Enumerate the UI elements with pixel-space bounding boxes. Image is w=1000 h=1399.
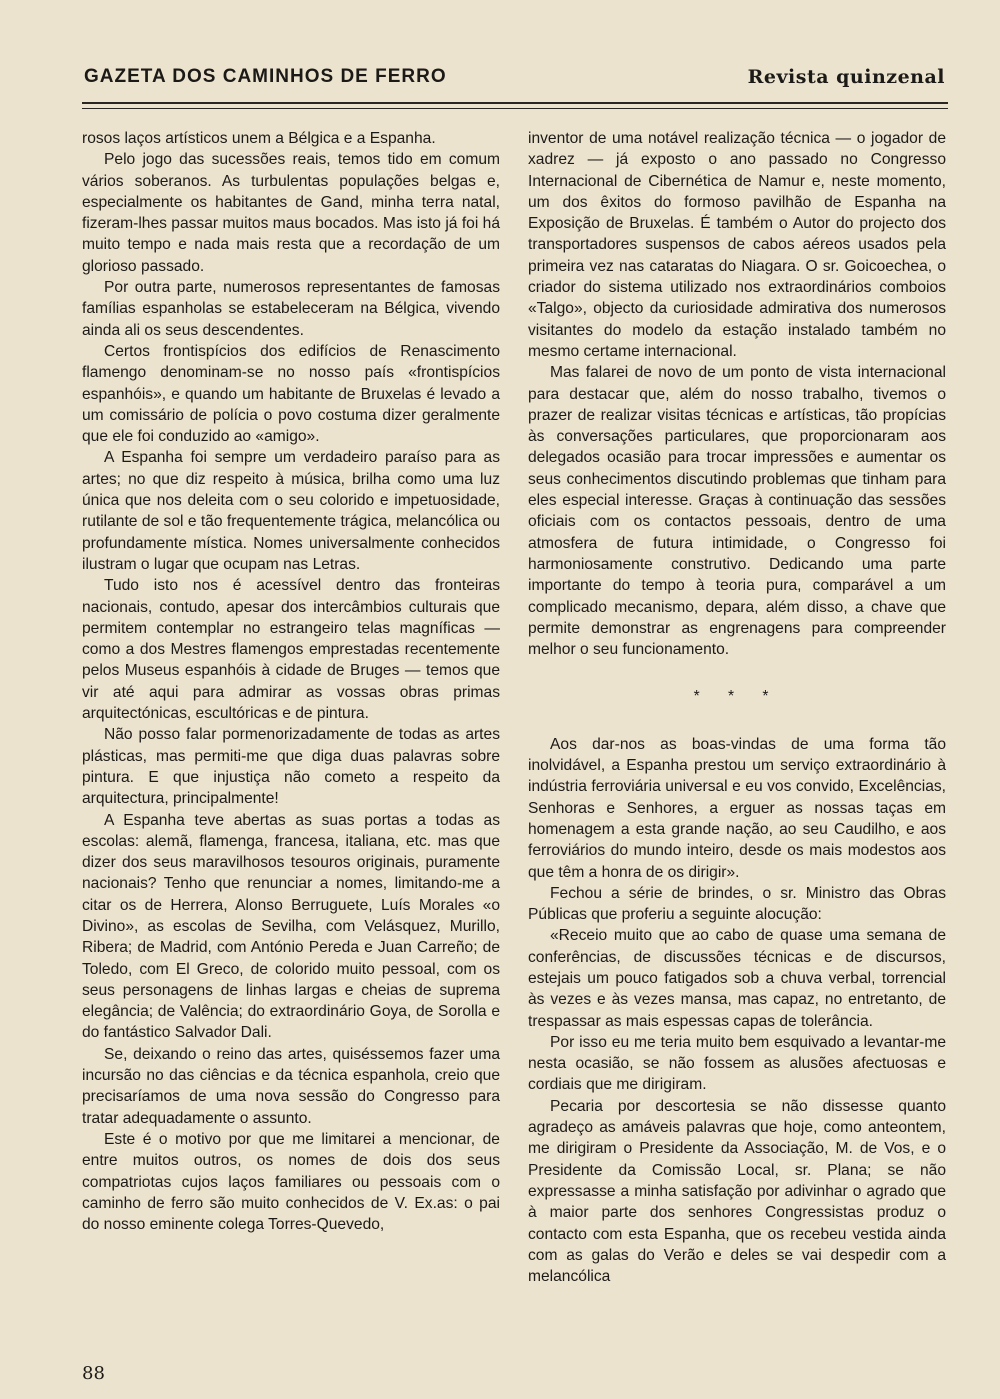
paragraph: inventor de uma notável realização técnica — o jogador de xadrez — já exposto o ano passado no Congresso Internacional de Cibernética de Namur e, neste momento, um dos êxitos do formoso pavilhão de Espanha na Exposição de Bruxelas. É também o Autor do projecto dos transportadores suspensos de cabos aéreos usados pela primeira vez nas cataratas do Niagara. O sr. Goicoechea, o criador do sistema utilizado nos extraordinários comboios «Talgo», objecto da curiosidade admirativa dos numerosos visitantes do modelo da estação instalado também no mesmo certame internacional. bbox=[528, 130, 946, 360]
paragraph: A Espanha foi sempre um verdadeiro paraíso para as artes; no que diz respeito à música, brilha como uma luz única que nos deleita com o seu colorido e impetuosidade, rutilante de sol e tão frequentemente trágica, melancólica ou profundamente mística. Nomes universalmente conhecidos ilustram o lugar que ocupam nas Letras. bbox=[82, 449, 500, 573]
paragraph: Se, deixando o reino das artes, quiséssemos fazer uma incursão no das ciências e da técnica espanhola, creio que precisaríamos de uma nova sessão do Congresso para tratar adequadamente o assunto. bbox=[82, 1045, 500, 1127]
paragraph: Tudo isto nos é acessível dentro das fronteiras nacionais, contudo, apesar dos intercâmbios culturais que permitem contemplar no estrangeiro telas magníficas — como a dos Mestres flamengos emprestadas recentemente pelos Museus espanhóis à cidade de Bruges — temos que vir até aqui para admirar as vossas obras primas arquitectónicas, escultóricas e de pintura. bbox=[82, 577, 500, 723]
paragraph: Este é o motivo por que me limitarei a mencionar, de entre muitos outros, os nomes de dois dos seus compatriotas cujos laços familiares ou pessoais com o caminho de ferro são muito conhecidos de V. Ex.as: o pai do nosso eminente colega Torres-Quevedo, bbox=[82, 1130, 500, 1234]
section-separator: * * * bbox=[693, 688, 781, 706]
page-number: 88 bbox=[82, 1363, 105, 1384]
paragraph: Por outra parte, numerosos representantes de famosas famílias espanholas se estabeleceram na Bélgica, vivendo ainda ali os seus descendentes. bbox=[82, 279, 500, 339]
paragraph: Pelo jogo das sucessões reais, temos tido em comum vários soberanos. As turbulentas populações belgas e, especialmente os habitantes de Gand, minha terra natal, fizeram-lhes passar muitos maus bocados. Mas isto já foi há muito tempo e nada mais resta que a recordação de um glorioso passado. bbox=[82, 151, 500, 275]
journal-title: GAZETA DOS CAMINHOS DE FERRO bbox=[84, 66, 447, 87]
paragraph: Certos frontispícios dos edifícios de Renascimento flamengo denominam-se no nosso país «frontispícios espanhóis», e quando um habitante de Bruxelas é levado a um comissário de polícia o povo costuma dizer geralmente que ele foi conduzido ao «amigo». bbox=[82, 342, 500, 446]
paragraph: Não posso falar pormenorizadamente de todas as artes plásticas, mas permiti-me que diga duas palavras sobre pintura. E que injustiça não cometo a respeito da arquitectura, principalmente! bbox=[82, 726, 500, 808]
paragraph: Fechou a série de brindes, o sr. Ministro das Obras Públicas que proferiu a seguinte alocução: bbox=[528, 884, 946, 924]
paragraph: «Receio muito que ao cabo de quase uma semana de conferências, de discussões técnicas e de discursos, estejais um pouco fatigados sob a chuva verbal, torrencial às vezes e às vezes mansa, mas capaz, no entretanto, de trespassar as mais espessas capas de tolerância. bbox=[528, 927, 946, 1030]
paragraph: Aos dar-nos as boas-vindas de uma forma tão inolvidável, a Espanha prestou um serviço extraordinário à indústria ferroviária universal e eu vos convido, Excelências, Senhoras e Senhores, a erguer as nossas taças em homenagem a esta grande nação, ao seu Caudilho, e aos ferroviários do mundo inteiro, desde os mais modestos aos que têm a honra de os dirigir». bbox=[528, 735, 946, 881]
left-column bbox=[82, 128, 500, 1235]
paragraph: A Espanha teve abertas as suas portas a todas as escolas: alemã, flamenga, francesa, italiana, etc. mas que dizer dos seus maravilhosos tesouros originais, puramente nacionais? Tenho que renunciar a nomes, limitando-me a citar os de Herrera, Alonso Berruguete, Luís Morales «o Divino», as escolas de Sevilha, com Velásquez, Murillo, Ribera; de Madrid, com António Pereda e Juan Carreño; de Toledo, com El Greco, de colorido muito pessoal, com os seus personagens de linhas largas e cheias de suprema elegância; de Valência; do extraordinário Goya, de Sorolla e do fantástico Salvador Dali. bbox=[82, 811, 500, 1042]
header-rule-thin bbox=[82, 108, 948, 109]
right-column bbox=[528, 128, 946, 1287]
journal-subtitle: Revista quinzenal bbox=[747, 66, 945, 88]
paragraph: Por isso eu me teria muito bem esquivado a levantar-me nesta ocasião, se não fossem as alusões afectuosas e cordiais que me dirigiram. bbox=[528, 1033, 946, 1094]
paragraph: rosos laços artísticos unem a Bélgica e a Espanha. bbox=[82, 130, 436, 147]
paragraph: Mas falarei de novo de um ponto de vista internacional para destacar que, além do nosso trabalho, tivemos o prazer de realizar visitas técnicas e artísticas, tão propícias às conversações particulares, que proporcionaram aos delegados ocasião para trocar impressões e aumentar os seus conhecimentos discutindo problemas que tinham para eles especial interesse. Graças à continuação das sessões oficiais com os contactos pessoais, dentro de uma atmosfera de futura intimidade, o Congresso foi harmoniosamente construtivo. Dedicando uma parte importante do tempo à teoria pura, comparável a um complicado mecanismo, depara, além disso, a chave que permite demonstrar as engrenagens para compreender melhor o seu funcionamento. bbox=[528, 364, 946, 659]
header-rule-thick bbox=[82, 102, 948, 104]
paragraph: Pecaria por descortesia se não dissesse quanto agradeço as amáveis palavras que hoje, como anteontem, me dirigiram o Presidente da Associação, M. de Vos, e o Presidente da Comissão Local, sr. Plana; se não expressasse a minha satisfação por adivinhar o agrado que à maior parte dos senhores Congressistas produz o contacto com esta Espanha, que os recebeu vestida ainda com as galas do Verão e deles se vai despedir com a melancólica bbox=[528, 1097, 946, 1286]
